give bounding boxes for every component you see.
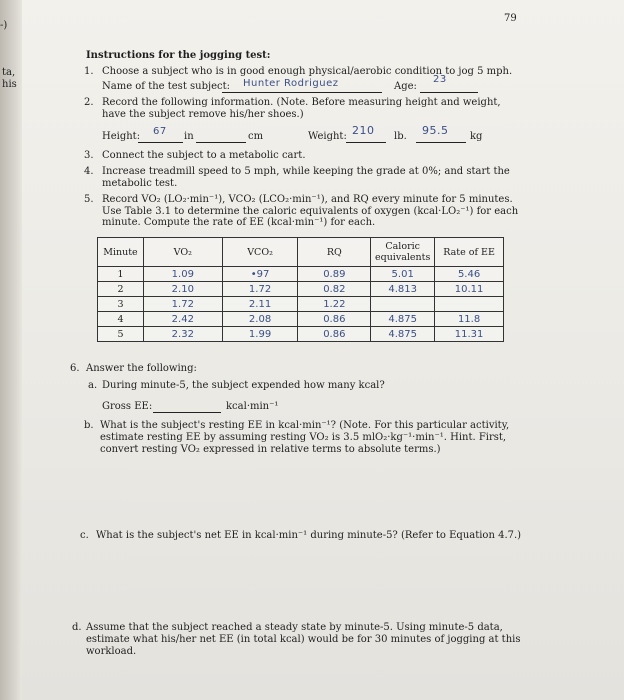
weight-lb-unit: lb. [394, 131, 407, 142]
minute-cell: 3 [98, 297, 144, 312]
height-cm-unit: cm [248, 131, 264, 142]
rq-cell: 0.89 [298, 267, 371, 282]
weight-kg-unit: kg [470, 131, 483, 142]
age-line [420, 92, 478, 93]
step-5-text: Record VO₂ (LO₂·min⁻¹), VCO₂ (LCO₂·min⁻¹), and RQ every minute for 5 minutes. Use Table 3.1 to determine the caloric equivalents of oxygen (kcal·LO₂⁻¹) for each minute. Compute the rate of EE (kcal·min⁻¹) for each. [102, 194, 519, 228]
step-2-text: Record the following information. (Note. Before measuring height and weight, have the subject remove his/her shoes.) [102, 97, 501, 120]
subject-name-label: Name of the test subject: [102, 81, 230, 92]
caloric-equivalent-cell: 4.875 [371, 327, 435, 342]
gross-ee-label: Gross EE: [102, 401, 153, 412]
question-6d-text: Assume that the subject reached a steady state by minute-5. Using minute-5 data, estimate what his/her net EE (in total kcal) would be for 30 minutes of jogging at this workload. [86, 622, 521, 657]
caloric-equivalent-cell: 4.875 [371, 312, 435, 327]
vo2-cell: 2.32 [143, 327, 222, 342]
vco2-cell: 1.99 [222, 327, 298, 342]
header-minute: Minute [98, 238, 144, 267]
header-vo2: VO₂ [143, 238, 222, 267]
table-row [98, 297, 504, 312]
rq-cell: 0.86 [298, 312, 371, 327]
weight-label: Weight: [308, 131, 347, 142]
step-3-number: 3. [84, 150, 94, 161]
caloric-equivalent-cell: 5.01 [371, 267, 435, 282]
table-header-row [98, 238, 504, 267]
header-caloric-equivalents: Caloric equivalents [371, 238, 435, 267]
header-rq: RQ [298, 238, 371, 267]
question-6a-text: During minute-5, the subject expended how many kcal? [102, 380, 385, 391]
vo2-cell: 1.09 [143, 267, 222, 282]
step-1-text: Choose a subject who is in good enough physical/aerobic condition to jog 5 mph. [102, 66, 513, 77]
step-4-number: 4. [84, 166, 94, 177]
step-2-number: 2. [84, 97, 94, 108]
header-rate-of-ee: Rate of EE [435, 238, 504, 267]
margin-fragment-1: -) [0, 20, 8, 31]
step-5-number: 5. [84, 194, 94, 205]
question-6d-label: d. [72, 622, 82, 633]
question-6a-label: a. [88, 380, 98, 391]
subject-name-line [222, 92, 382, 93]
margin-fragment-3: his [2, 79, 17, 90]
table-row [98, 312, 504, 327]
left-page-margin [0, 0, 22, 700]
minute-cell: 5 [98, 327, 144, 342]
instructions-title: Instructions for the jogging test: [86, 50, 271, 61]
question-6b-text: What is the subject's resting EE in kcal·min⁻¹? (Note. For this particular activity, estimate resting EE by assuming resting VO₂ is 3.5 mlO₂·kg⁻¹·min⁻¹. Hint. First, convert resting VO₂ expressed in relative terms to absolute terms.) [100, 420, 510, 455]
page-number: 79 [504, 13, 517, 24]
height-value: 67 [153, 126, 167, 137]
question-6c-text: What is the subject's net EE in kcal·min⁻¹ during minute-5? (Refer to Equation 4.7.) [96, 530, 522, 541]
rq-cell: 0.82 [298, 282, 371, 297]
vo2-cell: 2.42 [143, 312, 222, 327]
weight-value: 210 [352, 124, 375, 137]
rate-of-ee-cell: 11.31 [435, 327, 504, 342]
rate-of-ee-cell [435, 297, 504, 312]
weight-kg-line [416, 142, 466, 143]
age-value: 23 [433, 74, 447, 85]
question-6b-label: b. [84, 420, 94, 431]
ee-data-table [97, 237, 504, 342]
vco2-cell: 1.72 [222, 282, 298, 297]
minute-cell: 1 [98, 267, 144, 282]
gross-ee-unit: kcal·min⁻¹ [226, 401, 279, 412]
table-row [98, 327, 504, 342]
rate-of-ee-cell: 11.8 [435, 312, 504, 327]
caloric-equivalent-cell: 4.813 [371, 282, 435, 297]
height-in-unit: in [184, 131, 194, 142]
table-row [98, 267, 504, 282]
header-vco2: VCO₂ [222, 238, 298, 267]
vco2-cell: 2.11 [222, 297, 298, 312]
minute-cell: 2 [98, 282, 144, 297]
step-1-number: 1. [84, 66, 94, 77]
question-6-title: Answer the following: [86, 363, 197, 374]
height-cm-line [196, 142, 246, 143]
weight-lb-line [346, 142, 386, 143]
rate-of-ee-cell: 10.11 [435, 282, 504, 297]
vco2-cell: •97 [222, 267, 298, 282]
height-in-line [138, 142, 183, 143]
caloric-equivalent-cell [371, 297, 435, 312]
vco2-cell: 2.08 [222, 312, 298, 327]
margin-fragment-2: ta, [2, 67, 16, 78]
vo2-cell: 2.10 [143, 282, 222, 297]
rate-of-ee-cell: 5.46 [435, 267, 504, 282]
weight-kg-value: 95.5 [422, 124, 449, 137]
minute-cell: 4 [98, 312, 144, 327]
age-label: Age: [394, 81, 417, 92]
vo2-cell: 1.72 [143, 297, 222, 312]
table-row [98, 282, 504, 297]
height-label: Height: [102, 131, 141, 142]
question-6-number: 6. [70, 363, 80, 374]
subject-name-value: Hunter Rodriguez [243, 78, 339, 89]
question-6c-label: c. [80, 530, 89, 541]
rq-cell: 1.22 [298, 297, 371, 312]
step-3-text: Connect the subject to a metabolic cart. [102, 150, 306, 161]
rq-cell: 0.86 [298, 327, 371, 342]
gross-ee-answer-line [153, 412, 221, 413]
step-4-text: Increase treadmill speed to 5 mph, while keeping the grade at 0%; and start the metabolic test. [102, 166, 510, 189]
